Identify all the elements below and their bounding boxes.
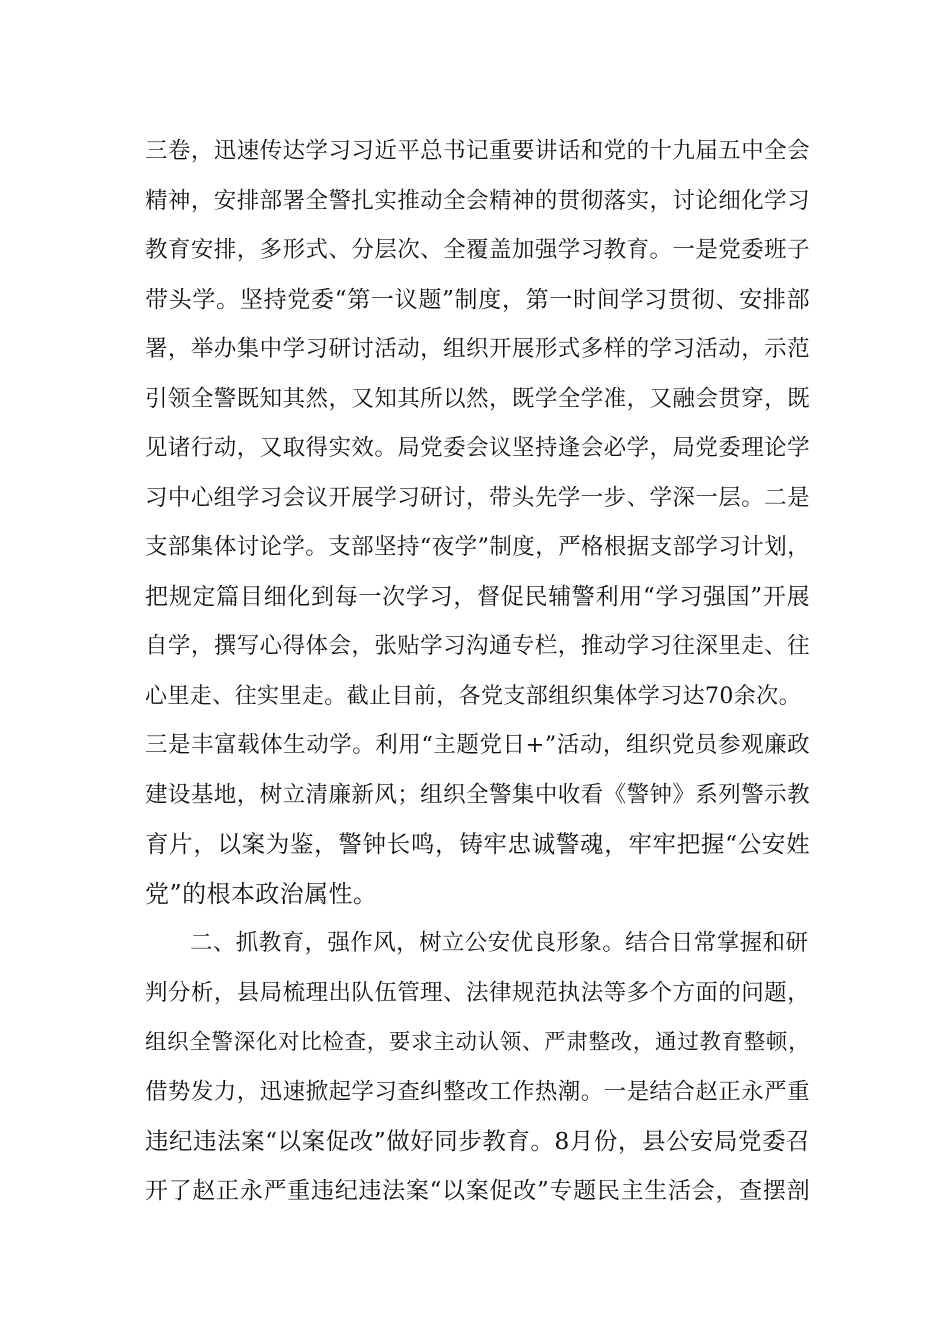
text-line: 带头学。坚持党委“第一议题”制度，第一时间学习贯彻、安排部 xyxy=(145,286,810,313)
text-line: 党”的根本政治属性。 xyxy=(145,879,378,908)
text-line: 引领全警既知其然，又知其所以然，既学全学准，又融会贯穿，既 xyxy=(145,385,810,412)
text-line: 建设基地，树立清廉新风；组织全警集中收看《警钟》系列警示教 xyxy=(145,781,810,808)
text-line: 借势发力，迅速掀起学习查纠整改工作热潮。一是结合赵正永严重 xyxy=(145,1078,810,1105)
text-line: 习中心组学习会议开展学习研讨，带头先学一步、学深一层。二是 xyxy=(145,484,810,511)
text-line: 开了赵正永严重违纪违法案“以案促改”专题民主生活会，查摆剖 xyxy=(145,1177,810,1204)
text-line: 违纪违法案“以案促改”做好同步教育。8月份，县公安局党委召 xyxy=(145,1127,810,1155)
text-line: 判分析，县局梳理出队伍管理、法律规范执法等多个方面的问题， xyxy=(145,979,810,1006)
text-line: 精神，安排部署全警扎实推动全会精神的贯彻落实，讨论细化学习 xyxy=(145,187,810,214)
text-line: 自学，撰写心得体会，张贴学习沟通专栏，推动学习往深里走、往 xyxy=(145,633,810,659)
text-line: 署，举办集中学习研讨活动，组织开展形式多样的学习活动，示范 xyxy=(145,336,810,362)
text-line: 组织全警深化对比检查，要求主动认领、严肃整改，通过教育整顿， xyxy=(145,1030,810,1055)
text-line: 心里走、往实里走。截止目前，各党支部组织集体学习达70余次。 xyxy=(145,683,801,709)
text-line: 见诸行动，又取得实效。局党委会议坚持逢会必学，局党委理论学 xyxy=(145,435,810,461)
text-line: 三卷，迅速传达学习习近平总书记重要讲话和党的十九届五中全会 xyxy=(145,138,810,164)
text-line: 教育安排，多形式、分层次、全覆盖加强学习教育。一是党委班子 xyxy=(145,237,810,263)
text-line: 育片，以案为鉴，警钟长鸣，铸牢忠诚警魂，牢牢把握“公安姓 xyxy=(145,830,810,858)
paragraph-first-line: 二、抓教育，强作风，树立公安优良形象。结合日常掌握和研 xyxy=(190,930,809,956)
text-line: 支部集体讨论学。支部坚持“夜学”制度，严格根据支部学习计划， xyxy=(145,534,811,560)
text-line: 把规定篇目细化到每一次学习，督促民辅警利用“学习强国”开展 xyxy=(145,583,810,610)
body-text xyxy=(145,127,810,1216)
text-line: 三是丰富载体生动学。利用“主题党日+”活动，组织党员参观廉政 xyxy=(145,732,810,758)
